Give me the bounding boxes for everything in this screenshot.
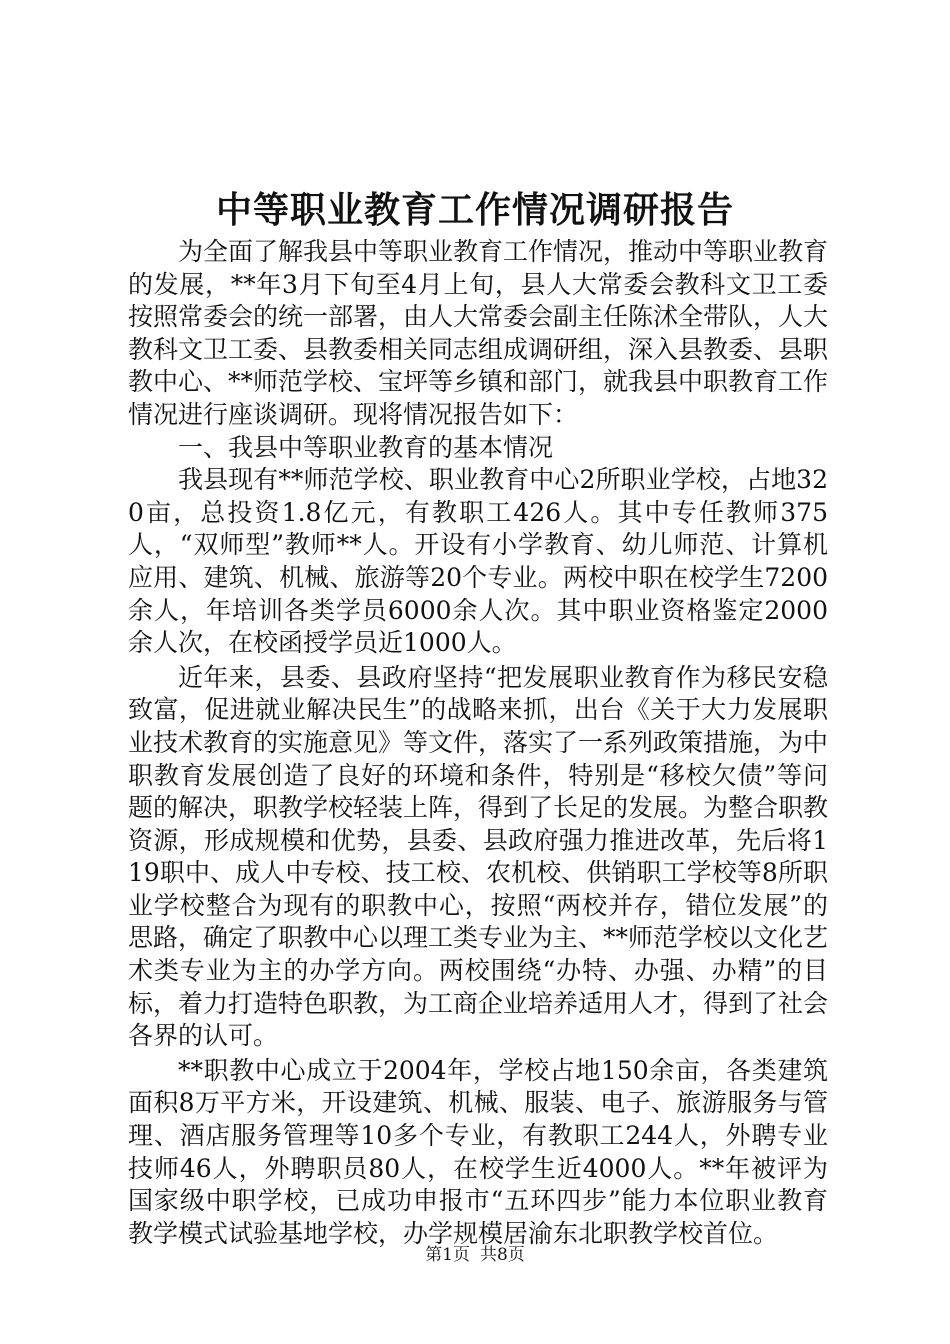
paragraph-intro: 为全面了解我县中等职业教育工作情况，推动中等职业教育的发展，**年3月下旬至4月上旬，县人大常委会教科文卫工委按照常委会的统一部署，由人大常委会副主任陈沭全带队，人大教科文卫工委、县教委相关同志组成调研组，深入县教委、县职教中心、**师范学校、宝坪等乡镇和部门，就我县中职教育工作情况进行座谈调研。现将情况报告如下： (128, 237, 829, 429)
section-heading-basic-situation: 一、我县中等职业教育的基本情况 (178, 432, 554, 462)
page-number: 第1页 (425, 1245, 470, 1265)
paragraph-schools-overview: 我县现有**师范学校、职业教育中心2所职业学校，占地320亩，总投资1.8亿元，有教职工426人。其中专任教师375人，“双师型”教师**人。开设有小学教育、幼儿师范、计算机应用、建筑、机械、旅游等20个专业。两校中职在校学生7200余人，年培训各类学员6000余人次。其中职业资格鉴定2000余人次，在校函授学员近1000人。 (128, 465, 828, 658)
page-title: 中等职业教育工作情况调研报告 (215, 189, 734, 231)
paragraph-policy-reform: 近年来，县委、县政府坚持“把发展职业教育作为移民安稳致富，促进就业解决民生”的战略来抓，出台《关于大力发展职业技术教育的实施意见》等文件，落实了一系列政策措施，为中职教育发展创造了良好的环境和条件，特别是“移校欠债”等问题的解决，职教学校轻装上阵，得到了长足的发展。为整合职教资源，形成规模和优势，县委、县政府强力推进改革，先后将119职中、成人中专校、技工校、农机校、供销职工学校等8所职业学校整合为现有的职教中心，按照“两校并存，错位发展”的思路，确定了职教中心以理工类专业为主、**师范学校以文化艺术类专业为主的办学方向。两校围绕“办特、办强、办精”的目标，着力打造特色职教，为工商企业培养适用人才，得到了社会各界的认可。 (128, 662, 829, 1051)
paragraph-vocational-center: **职教中心成立于2004年，学校占地150余亩，各类建筑面积8万平方米，开设建筑、机械、服装、电子、旅游服务与管理、酒店服务管理等10多个专业，有教职工244人，外聘专业技师46人，外聘职员80人，在校学生近4000人。**年被评为国家级中职学校，已成功申报市“五环四步”能力本位职业教育教学模式试验基地学校，办学规模居渝东北职教学校首位。 (128, 1055, 828, 1248)
document-body (128, 236, 828, 1250)
page-total: 共8页 (480, 1245, 525, 1265)
page-footer (0, 1243, 950, 1267)
